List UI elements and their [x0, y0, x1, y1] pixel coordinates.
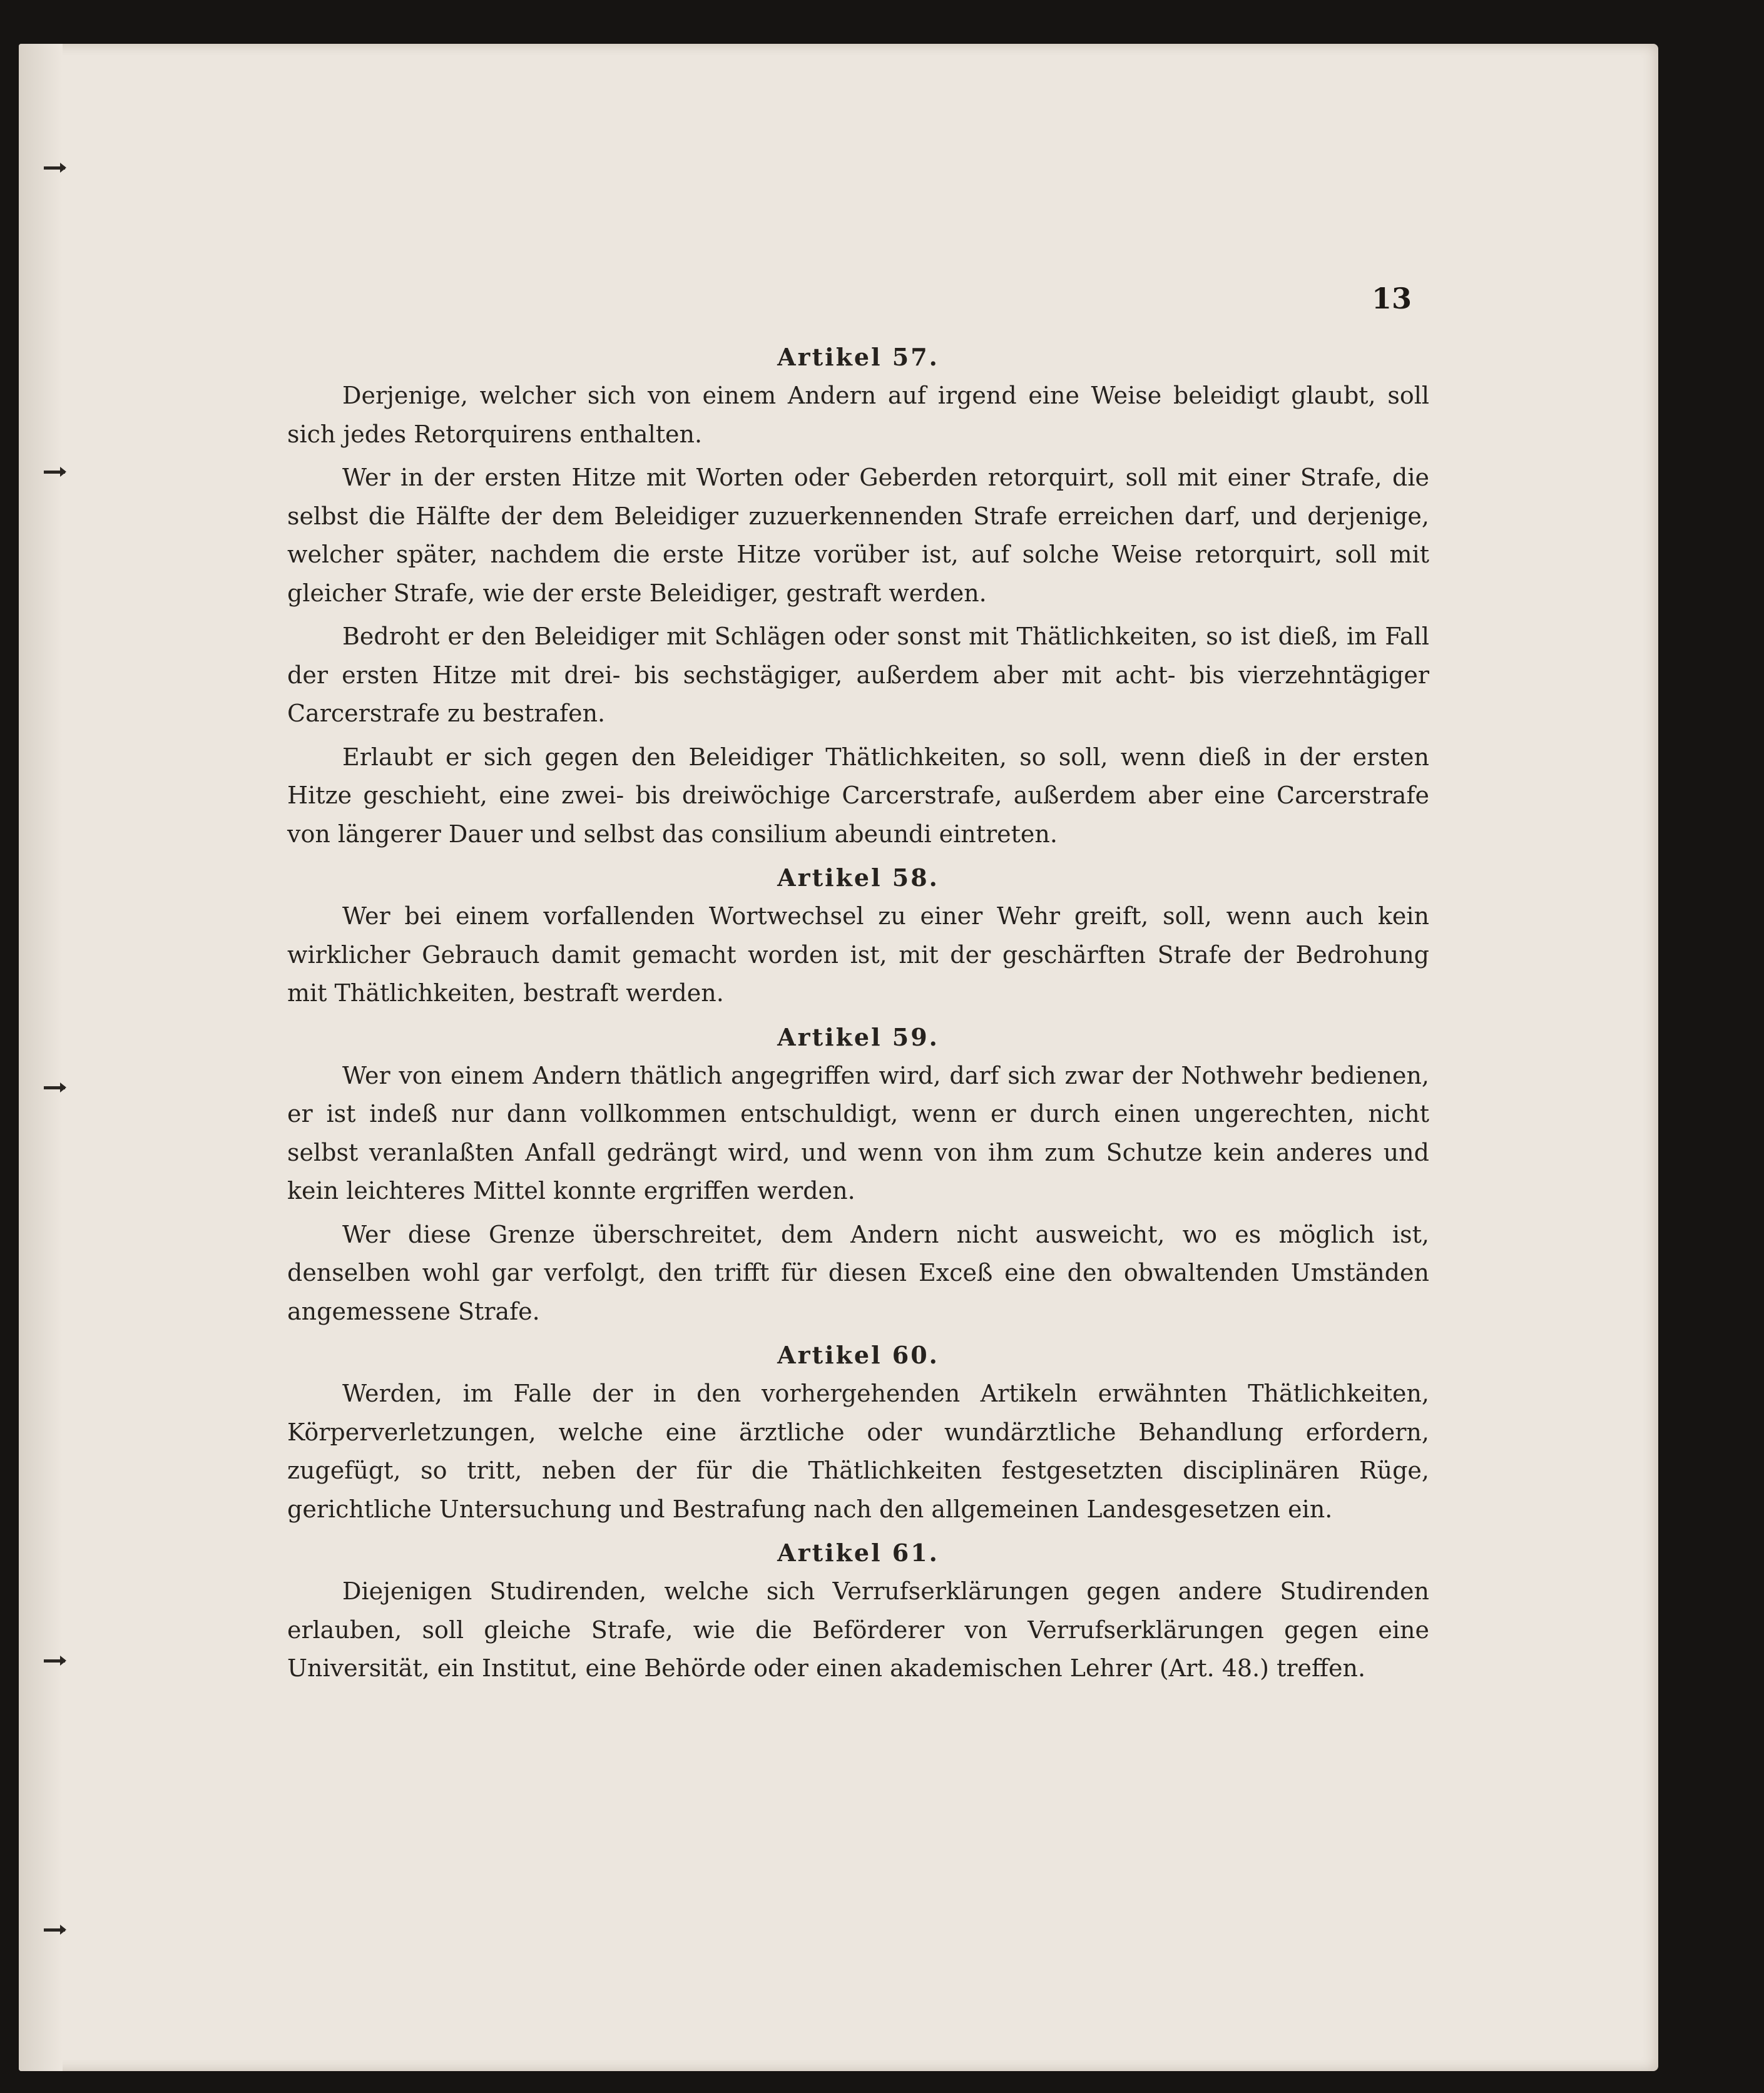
article-heading: Artikel 59. — [777, 1022, 939, 1051]
article-paragraph: Wer diese Grenze überschreitet, dem Andern nicht ausweicht, wo es möglich ist, denselben wohl gar verfolgt, den trifft für diesen Exceß eine den obwaltenden Umständen angemessene Strafe. — [287, 1220, 1429, 1325]
margin-tab-mark — [44, 1659, 65, 1663]
article-61 — [287, 1534, 1429, 1688]
article-heading: Artikel 61. — [777, 1539, 939, 1567]
article-text — [287, 338, 1429, 1693]
margin-tab-mark — [44, 1086, 65, 1089]
article-paragraph: Derjenige, welcher sich von einem Andern auf irgend eine Weise beleidigt glaubt, soll sich jedes Retorquirens enthalten. — [287, 382, 1429, 448]
article-60 — [287, 1336, 1429, 1529]
page-gutter — [19, 44, 63, 2071]
article-paragraph: Erlaubt er sich gegen den Beleidiger Thätlichkeiten, so soll, wenn dieß in der ersten Hitze geschieht, eine zwei- bis dreiwöchige Carcerstrafe, außerdem aber eine Carcerstrafe von längerer Dauer und selbst das consilium abeundi eintreten. — [287, 743, 1429, 848]
margin-tab-mark — [44, 471, 65, 474]
article-paragraph: Bedroht er den Beleidiger mit Schlägen oder sonst mit Thätlichkeiten, so ist dieß, im Fall der ersten Hitze mit drei- bis sechstägiger, außerdem aber mit acht- bis vierzehntägiger Carcerstrafe zu bestrafen. — [287, 623, 1429, 727]
article-paragraph: Wer von einem Andern thätlich angegriffen wird, darf sich zwar der Nothwehr bedienen, er ist indeß nur dann vollkommen entschuldigt, wenn er durch einen ungerechten, nicht selbst veranlaßten Anfall gedrängt wird, und wenn von ihm zum Schutze kein anderes und kein leichteres Mittel konnte ergriffen werden. — [287, 1061, 1429, 1204]
article-paragraph: Wer bei einem vorfallenden Wortwechsel zu einer Wehr greift, soll, wenn auch kein wirklicher Gebrauch damit gemacht worden ist, mit der geschärften Strafe der Bedrohung mit Thätlichkeiten, bestraft werden. — [287, 902, 1429, 1007]
margin-tab-mark — [44, 166, 65, 170]
article-heading: Artikel 58. — [777, 863, 939, 892]
article-heading: Artikel 57. — [777, 343, 939, 371]
article-paragraph: Werden, im Falle der in den vorhergehenden Artikeln erwähnten Thätlichkeiten, Körperverletzungen, welche eine ärztliche oder wundärztliche Behandlung erfordern, zugefügt, so tritt, neben der für die Thätlichkeiten festgesetzten disciplinären Rüge, gerichtliche Untersuchung und Bestrafung nach den allgemeinen Landesgesetzen ein. — [287, 1380, 1429, 1523]
page-number: 13 — [1372, 282, 1412, 315]
article-57 — [287, 338, 1429, 853]
article-heading: Artikel 60. — [777, 1341, 939, 1369]
margin-tab-mark — [44, 1928, 65, 1932]
article-paragraph: Wer in der ersten Hitze mit Worten oder Geberden retorquirt, soll mit einer Strafe, die selbst die Hälfte der dem Beleidiger zuzuerkennenden Strafe erreichen darf, und derjenige, welcher später, nachdem die erste Hitze vorüber ist, auf solche Weise retorquirt, soll mit gleicher Strafe, wie der erste Beleidiger, gestraft werden. — [287, 464, 1429, 607]
article-58 — [287, 858, 1429, 1013]
article-paragraph: Diejenigen Studirenden, welche sich Verrufserklärungen gegen andere Studirenden erlauben, soll gleiche Strafe, wie die Beförderer von Verrufserklärungen gegen eine Universität, ein Institut, eine Behörde oder einen akademischen Lehrer (Art. 48.) treffen. — [287, 1577, 1429, 1682]
article-59 — [287, 1018, 1429, 1332]
